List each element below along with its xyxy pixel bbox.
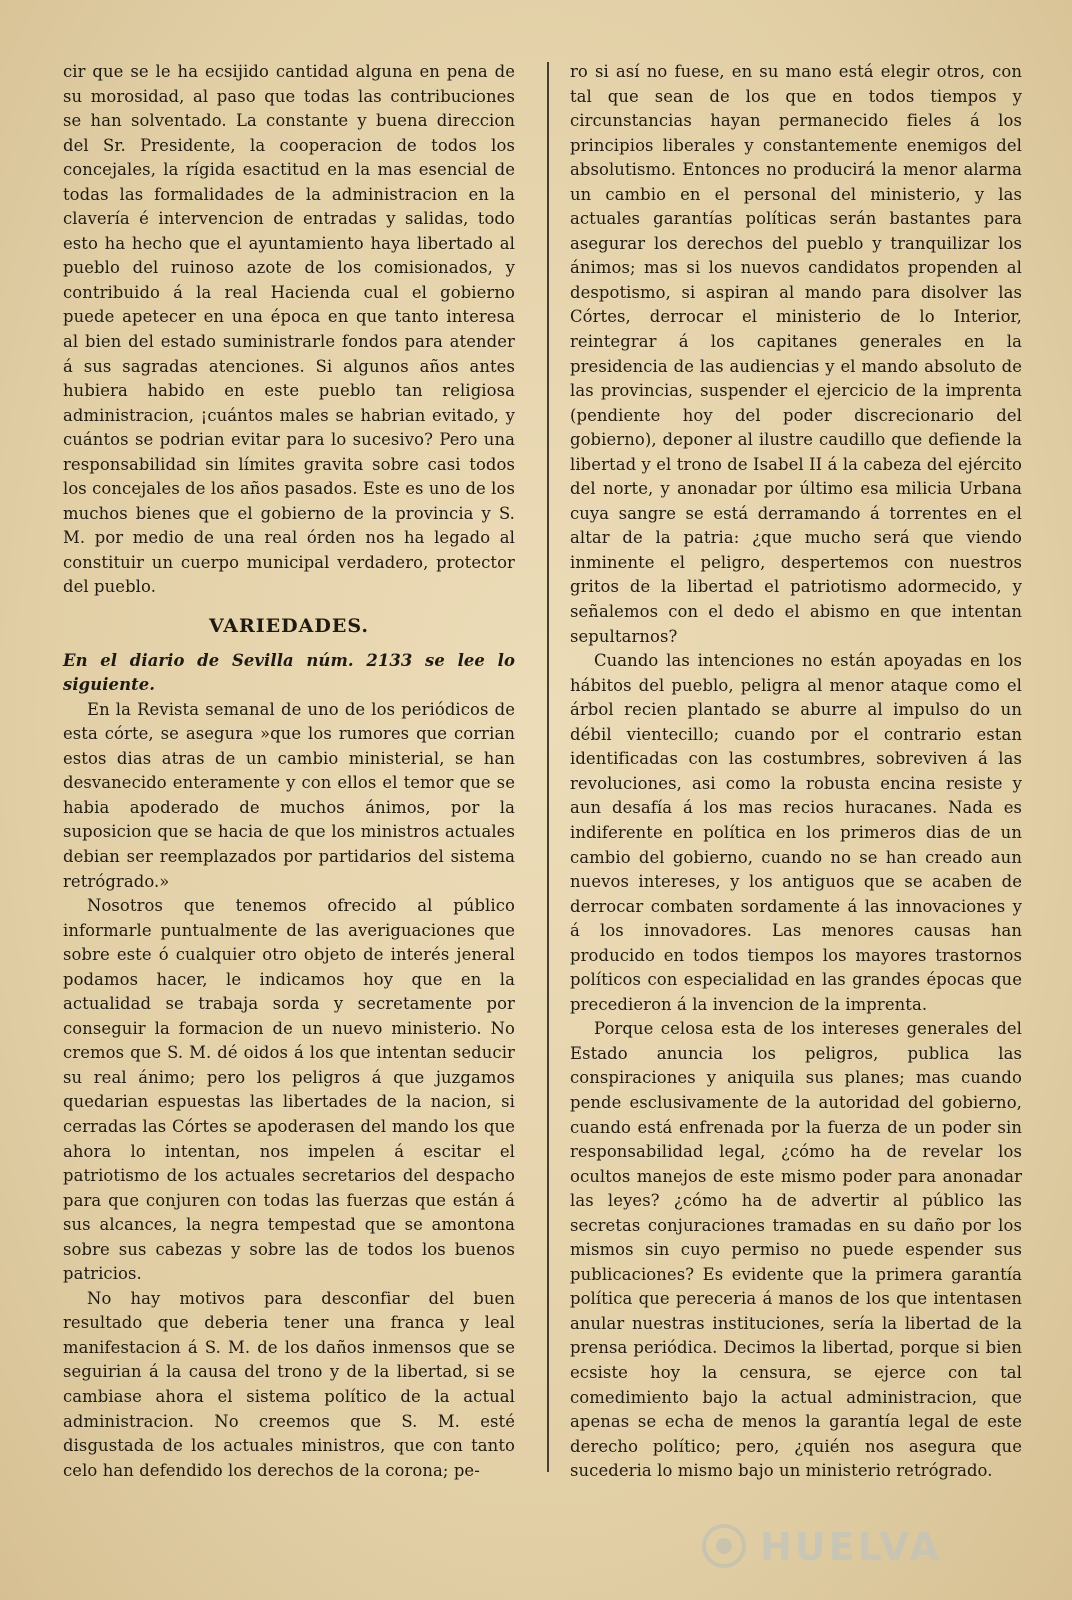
left-paragraph-2: En la Revista semanal de uno de los periódicos de esta córte, se asegura »que los rumores que corrian estos dias atras de un cambio ministerial, se han desvanecido enteramente y con ellos el temor que se habia apoderado de muchos ánimos, por la suposicion que se hacia de que los ministros actuales debian ser reemplazados por partidarios del sistema retrógrado.» (63, 699, 515, 891)
left-paragraph-1: cir que se le ha ecsijido cantidad alguna en pena de su morosidad, al paso que todas las contribuciones se han solventado. La constante y buena direccion del Sr. Presidente, la cooperacion de todos los concejales, la rígida esactitud en la mas esencial de todas las formalidades de la administracion en la clavería é intervencion de entradas y salidas, todo esto ha hecho que el ayuntamiento haya libertado al pueblo del ruinoso azote de los comisionados, y contribuido á la real Hacienda cual el gobierno puede apetecer en una época en que tanto interesa al bien del estado suministrarle fondos para atender á sus sagradas atenciones. Si algunos años antes hubiera habido en este pueblo tan religiosa administracion, ¡cuántos males se habrian evitado, y cuántos se podrian evitar para lo sucesivo? Pero una responsabilidad sin límites gravita sobre casi todos los concejales de los años pasados. Este es uno de los muchos bienes que el gobierno de la provincia y S. M. por medio de una real órden nos ha legado al constituir un cuerpo municipal verdadero, protector del pueblo. (63, 62, 515, 597)
intro-line: En el diario de Sevilla núm. 2133 se lee lo siguiente. (63, 650, 515, 695)
right-paragraph-2: Cuando las intenciones no están apoyadas en los hábitos del pueblo, peligra al menor ataque como el árbol recien plantado se aburre al impulso do un débil vientecillo; cuando por el contrario estan identificadas con las costumbres, sobreviven á las revoluciones, asi como la robusta encina resiste y aun desafía á los mas recios huracanes. Nada es indiferente en política en los primeros dias de un cambio del gobierno, cuando no se han creado aun nuevos intereses, y los antiguos que se acaben de derrocar combaten sordamente á las innovaciones y á los innovadores. Las menores causas han producido en todos tiempos los mayores trastornos políticos con especialidad en las grandes épocas que precedieron á la invencion de la imprenta. (570, 651, 1022, 1014)
right-paragraph-3: Porque celosa esta de los intereses generales del Estado anuncia los peligros, publica las conspiraciones y aniquila sus planes; mas cuando pende esclusivamente de la autoridad del gobierno, cuando está enfrenada por la fuerza de un poder sin responsabilidad legal, ¿cómo ha de revelar los ocultos manejos de este mismo poder para anonadar las leyes? ¿cómo ha de advertir al público las secretas conjuraciones tramadas en su daño por los mismos sin cuyo permiso no puede espender sus publicaciones? Es evidente que la primera garantía política que pereceria á manos de los que intentasen anular nuestras instituciones, sería la libertad de la prensa periódica. Decimos la libertad, porque si bien ecsiste hoy la censura, se ejerce con tal comedimiento bajo la actual administracion, que apenas se echa de menos la garantía legal de este derecho político; pero, ¿quién nos asegura que sucederia lo mismo bajo un ministerio retrógrado. (570, 1019, 1022, 1481)
right-column (570, 60, 1022, 1484)
archive-watermark: HUELVA (760, 1525, 942, 1569)
left-paragraph-3: Nosotros que tenemos ofrecido al público informarle puntualmente de las averiguaciones que sobre este ó cualquier otro objeto de interés jeneral podamos hacer, le indicamos hoy que en la actualidad se trabaja sorda y secretamente por conseguir la formacion de un nuevo ministerio. No cremos que S. M. dé oidos á los que intentan seducir su real ánimo; pero los peligros á que juzgamos quedarian espuestas las libertades de la nacion, si cerradas las Córtes se apoderasen del mando los que ahora lo intentan, nos impelen á escitar el patriotismo de los actuales secretarios del despacho para que conjuren con todas las fuerzas que están á sus alcances, la negra tempestad que se amontona sobre sus cabezas y sobre las de todos los buenos patricios. (63, 896, 515, 1284)
archive-logo-icon (700, 1522, 748, 1570)
section-heading: VARIEDADES. (208, 615, 369, 638)
left-paragraph-4: No hay motivos para desconfiar del buen resultado que deberia tener una franca y leal manifestacion á S. M. de los daños inmensos que se seguirian á la causa del trono y de la libertad, si se cambiase ahora el sistema político de la actual administracion. No creemos que S. M. esté disgustada de los actuales ministros, que con tanto celo han defendido los derechos de la corona; pe- (63, 1288, 515, 1480)
left-column (63, 60, 515, 1483)
column-divider (547, 62, 549, 1472)
right-paragraph-1: ro si así no fuese, en su mano está elegir otros, con tal que sean de los que en todos tiempos y circunstancias hayan permanecido fieles á los principios liberales y constantemente enemigos del absolutismo. Entonces no producirá la menor alarma un cambio en el personal del ministerio, y las actuales garantías políticas serán bastantes para asegurar los derechos del pueblo y tranquilizar los ánimos; mas si los nuevos candidatos propenden al despotismo, si aspiran al mando para disolver las Córtes, derrocar el ministerio de lo Interior, reintegrar á los capitanes generales en la presidencia de las audiencias y el mando absoluto de las provincias, suspender el ejercicio de la imprenta (pendiente hoy del poder discrecionario del gobierno), deponer al ilustre caudillo que defiende la libertad y el trono de Isabel II á la cabeza del ejército del norte, y anonadar por último esa milicia Urbana cuya sangre se está derramando á torrentes en el altar de la patria: ¿que mucho será que viendo inminente el peligro, despertemos con nuestros gritos de la libertad el patriotismo adormecido, y señalemos con el dedo el abismo en que intentan sepultarnos? (570, 62, 1022, 646)
